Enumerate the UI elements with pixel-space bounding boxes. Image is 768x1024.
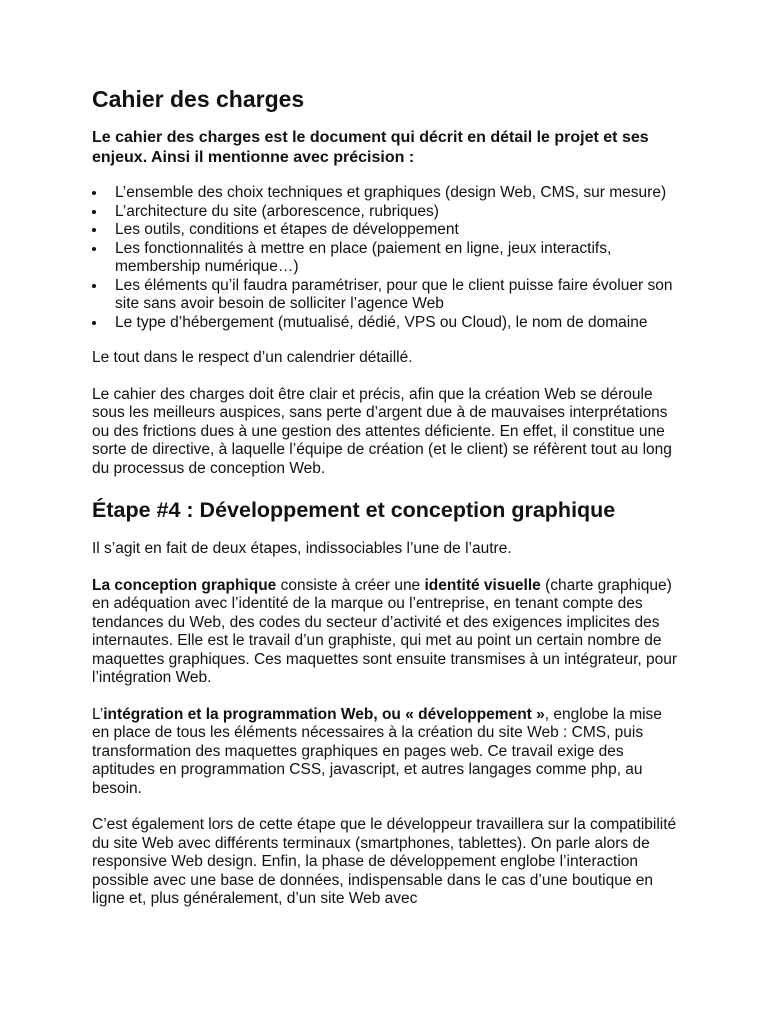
list-item <box>92 240 682 277</box>
integration-term: intégration et la programmation Web, ou « développement » <box>103 705 545 723</box>
bullet-icon <box>92 191 96 195</box>
list-item <box>92 277 682 314</box>
visual-identity-term: identité visuelle <box>424 576 541 594</box>
design-text-1: consiste à créer une <box>276 576 425 594</box>
list-item-text: L’architecture du site (arborescence, rubriques) <box>115 202 439 220</box>
page-title: Cahier des charges <box>92 86 305 112</box>
integration-text-0: L’ <box>92 705 104 723</box>
list-item-text: L’ensemble des choix techniques et graphiques (design Web, CMS, sur mesure) <box>115 184 667 201</box>
requirements-list <box>92 184 682 332</box>
bullet-icon <box>92 321 96 325</box>
list-item <box>92 221 682 240</box>
bullet-icon <box>92 284 96 288</box>
intro-paragraph: Le cahier des charges est le document qui décrit en détail le projet et ses enjeux. Ainsi il mentionne avec précision : <box>92 129 649 166</box>
list-item-text: Les outils, conditions et étapes de développement <box>115 221 459 238</box>
list-item <box>92 203 682 222</box>
bullet-icon <box>92 228 96 232</box>
list-item-text: Les éléments qu’il faudra paramétriser, pour que le client puisse faire évoluer son site sans avoir besoin de solliciter l’agence Web <box>115 276 673 312</box>
document-page <box>92 84 682 927</box>
design-text-2: (charte graphique) en adéquation avec l’identité de la marque ou l’entreprise, en tenant compte des tendances du Web, des codes du secteur d’activité et des exigences implicites des internautes. Elle est le travail d’un graphiste, qui met au point un certain nombre de maquettes graphiques. Ces maquettes sont ensuite transmises à un intégrateur, pour l’intégration Web. <box>92 576 678 686</box>
two-steps-paragraph: Il s’agit en fait de deux étapes, indissociables l’une de l’autre. <box>92 540 512 557</box>
list-item <box>92 184 682 203</box>
list-item-text: Les fonctionnalités à mettre en place (paiement en ligne, jeux interactifs, membership numérique…) <box>115 239 612 275</box>
section-heading: Étape #4 : Développement et conception graphique <box>92 498 616 522</box>
compatibility-paragraph: C’est également lors de cette étape que le développeur travaillera sur la compatibilité du site Web avec différents terminaux (smartphones, tablettes). On parle alors de responsive Web design. Enfin, la phase de développement englobe l’interaction possible avec une base de données, indispensable dans le cas d’une boutique en ligne et, plus généralement, d’un site Web avec <box>92 816 677 907</box>
integration-text-1: , englobe la mise en place de tous les éléments nécessaires à la création du site Web : CMS, puis transformation des maquettes graphiques en pages web. Ce travail exige des aptitudes en programmation CSS, javascript, et autres langages comme php, au besoin. <box>92 705 662 797</box>
bullet-icon <box>92 247 96 251</box>
list-item-text: Le type d’hébergement (mutualisé, dédié, VPS ou Cloud), le nom de domaine <box>115 313 648 331</box>
integration-paragraph <box>92 706 682 799</box>
design-paragraph <box>92 577 682 688</box>
clarity-paragraph: Le cahier des charges doit être clair et précis, afin que la création Web se déroule sous les meilleurs auspices, sans perte d’argent due à de mauvaises interprétations ou des frictions dues à une gestion des attentes déficiente. En effet, il constitue une sorte de directive, à laquelle l’équipe de création (et le client) se réfèrent tout au long du processus de conception Web. <box>92 385 672 477</box>
calendar-paragraph: Le tout dans le respect d’un calendrier détaillé. <box>92 349 413 366</box>
design-term: La conception graphique <box>92 576 277 594</box>
bullet-icon <box>92 210 96 214</box>
list-item <box>92 314 682 333</box>
